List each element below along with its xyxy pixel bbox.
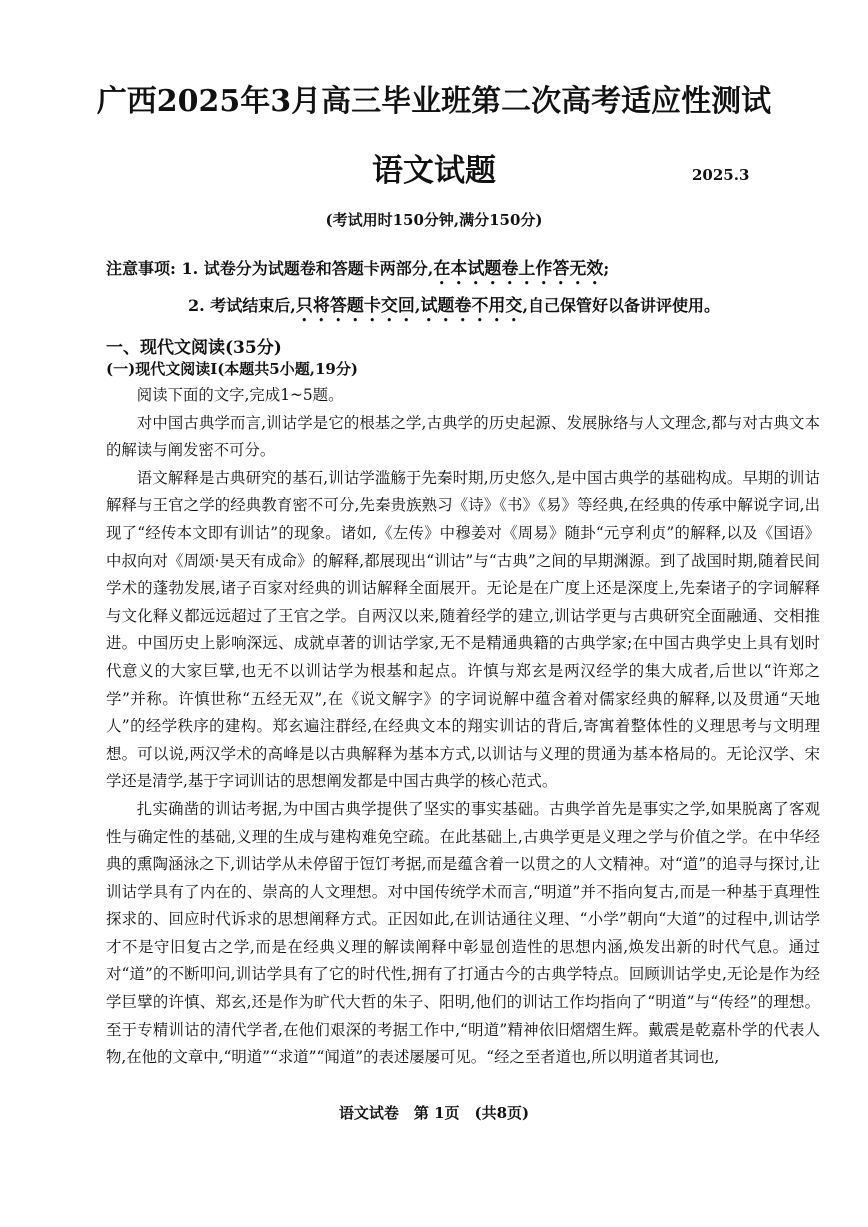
notice-item-2-emphasis-1: 只将答题卡交回	[295, 296, 415, 316]
exam-date: 2025.3	[692, 166, 750, 184]
notice-item-2-comma: ,	[414, 296, 421, 315]
notice-item-1-text: 1. 试卷分为试题卷和答题卡两部分,	[181, 259, 434, 278]
reading-instruction: 阅读下面的文字,完成1~5题。	[136, 386, 344, 404]
notice-item-2	[188, 291, 720, 326]
reading-passage	[106, 382, 820, 1072]
notice-item-2-text: 2. 考试结束后,	[188, 296, 296, 315]
exam-time-note: (考试用时150分钟,满分150分)	[325, 211, 543, 229]
notice-item-1-suffix: ;	[603, 259, 610, 278]
subsection-heading: (一)现代文阅读Ⅰ(本题共5小题,19分)	[106, 360, 358, 378]
passage-paragraph-3: 扎实确凿的训诂考据,为中国古典学提供了坚实的事实基础。古典学首先是事实之学,如果脱离了客观性与确定性的基础,义理的生成与建构难免空疏。在此基础上,古典学更是义理之学与价值之学。在中华经典的熏陶涵泳之下,训诂学从未停留于饾饤考据,而是蕴含着一以贯之的人文精神。对“道”的追寻与探讨,让训诂学具有了内在的、崇高的人文理想。对中国传统学术而言,“明道”并不指向复古,而是一种基于真理性探求的、回应时代诉求的思想阐释方式。正因如此,在训诂通往义理、“小学”朝向“大道”的过程中,训诂学才不是守旧复古之学,而是在经典义理的解读阐释中彰显创造性的思想内涵,焕发出新的时代气息。通过对“道”的不断叩问,训诂学具有了它的时代性,拥有了打通古今的古典学特点。回顾训诂学史,无论是作为经学巨擘的许慎、郑玄,还是作为旷代大哲的朱子、阳明,他们的训诂工作均指向了“明道”与“传经”的理想。至于专精训诂的清代学者,在他们艰深的考据工作中,“明道”精神依旧熠熠生辉。戴震是乾嘉朴学的代表人物,在他的文章中,“明道”“求道”“闻道”的表述屡屡可见。“经之至者道也,所以明道者其词也,	[106, 799, 820, 1067]
notice-item-2-suffix: ,自己保管好以备讲评使用。	[522, 296, 721, 315]
notice-item-1-emphasis: 在本试题卷上作答无效	[433, 259, 604, 279]
notice-label: 注意事项:	[106, 259, 176, 278]
section-heading: 一、现代文阅读(35分)	[106, 338, 282, 358]
notice-item-2-emphasis-2: 试题卷不用交	[420, 296, 523, 316]
exam-subject: 语文试题	[372, 153, 496, 189]
page-footer: 语文试卷 第 1页 (共8页)	[338, 1104, 530, 1122]
exam-title: 广西2025年3月高三毕业班第二次高考适应性测试	[96, 84, 772, 119]
passage-paragraph-2: 语文解释是古典研究的基石,训诂学滥觞于先秦时期,历史悠久,是中国古典学的基础构成。早期的训诂解释与王官之学的经典教育密不可分,先秦贵族熟习《诗》《书》《易》等经典,在经典的传承中解说字词,出现了“经传本文即有训诂”的现象。诸如,《左传》中穆姜对《周易》随卦“元亨利贞”的解释,以及《国语》中叔向对《周颂·昊天有成命》的解释,都展现出“训诂”与“古典”之间的早期渊源。到了战国时期,随着民间学术的蓬勃发展,诸子百家对经典的训诂解释全面展开。无论是在广度上还是深度上,先秦诸子的字词解释与文化释义都远远超过了王官之学。自两汉以来,随着经学的建立,训诂学更与古典研究全面融通、交相推进。中国历史上影响深远、成就卓著的训诂学家,无不是精通典籍的古典学家;在中国古典学史上具有划时代意义的大家巨擘,也无不以训诂学为根基和起点。许慎与郑玄是两汉经学的集大成者,后世以“许郑之学”并称。许慎世称“五经无双”,在《说文解字》的字词说解中蕴含着对儒家经典的解释,以及贯通“天地人”的经学秩序的建构。郑玄遍注群经,在经典文本的翔实训诂的背后,寄寓着整体性的义理思考与文明理想。可以说,两汉学术的高峰是以古典解释为基本方式,以训诂与义理的贯通为基本格局的。无论汉学、宋学还是清学,基于字词训诂的思想阐发都是中国古典学的核心范式。	[106, 468, 820, 791]
passage-paragraph-1: 对中国古典学而言,训诂学是它的根基之学,古典学的历史起源、发展脉络与人文理念,都与对古典文本的解读与阐发密不可分。	[106, 413, 820, 460]
notice-item-1	[106, 254, 609, 289]
